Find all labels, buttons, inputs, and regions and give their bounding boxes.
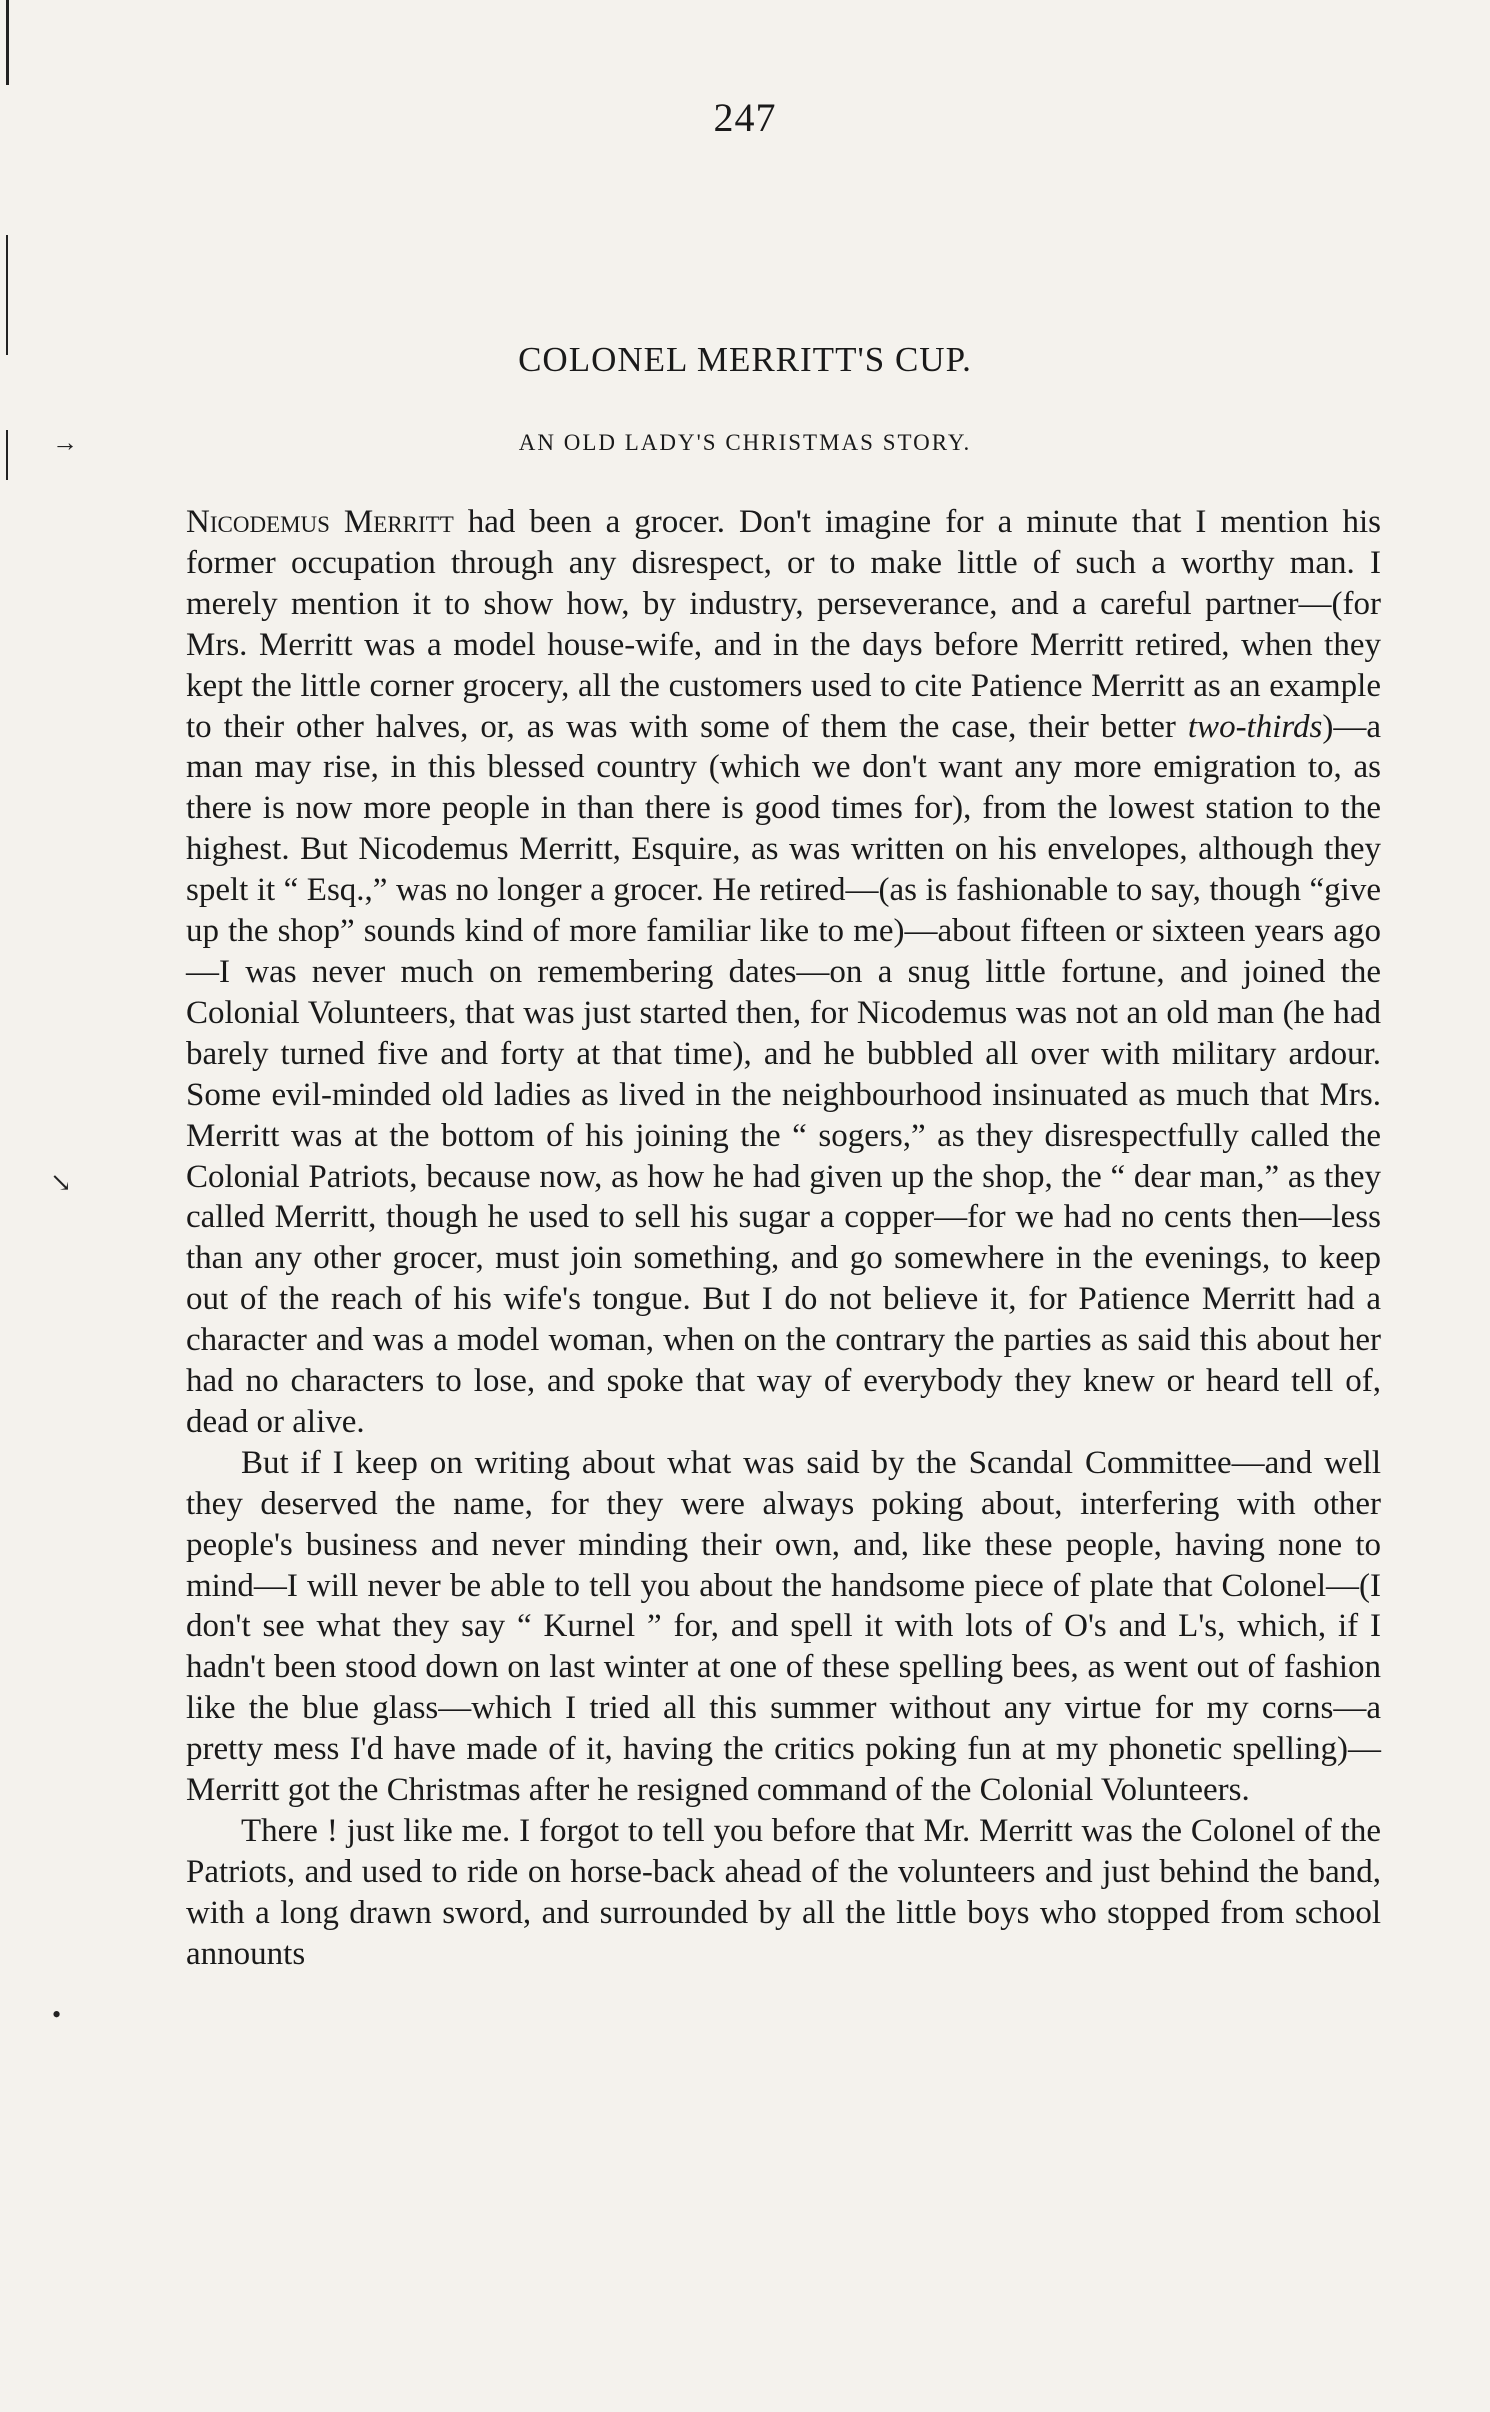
page-number: 247 [713, 95, 777, 140]
paragraph-1-text-a: had been a grocer. Don't imagine for a minute that I mention his former occupation through any disrespect, or to make little of such a worthy man. I merely mention it to show how, by industry, perseverance, and a careful partner—(for Mrs. Merritt was a model house-wife, and in the days before Merritt retired, when they kept the little corner grocery, all the customers used to cite Patience Merritt as an example to their other halves, or, as was with some of them the case, their better [186, 504, 1381, 745]
story-title: COLONEL MERRITT'S CUP. [518, 340, 972, 379]
page-edge-mark [6, 235, 8, 355]
story-body [186, 502, 1381, 1975]
margin-tick-mark: • [52, 2000, 62, 2029]
paragraph-1 [186, 502, 1381, 1443]
opening-name: Nicodemus Merritt [186, 504, 454, 540]
story-subtitle: AN OLD LADY'S CHRISTMAS STORY. [518, 430, 972, 455]
paragraph-3: There ! just like me. I forgot to tell you before that Mr. Merritt was the Colonel of the Patriots, and used to ride on horse-back ahead of the volunteers and just behind the band, with a long drawn sword, and surrounded by all the little boys who stopped from school announts [186, 1813, 1381, 1972]
italic-phrase: two-thirds [1187, 708, 1323, 745]
margin-tick-mark: → [52, 428, 78, 457]
paragraph-2: But if I keep on writing about what was said by the Scandal Committee—and well they deserved the name, for they were always poking about, interfering with other people's business and never minding their own, and, like these people, having none to mind—I will never be able to tell you about the handsome piece of plate that Colonel—(I don't see what they say “ Kurnel ” for, and spell it with lots of O's and L's, which, if I hadn't been stood down on last winter at one of these spelling bees, as went out of fashion like the blue glass—which I tried all this summer without any virtue for my corns—a pretty mess I'd have made of it, having the critics poking fun at my phonetic spelling)—Merritt got the Christmas after he resigned command of the Colonial Volunteers. [186, 1444, 1381, 1809]
paragraph-1-text-b: )—a man may rise, in this blessed country (which we don't want any more emigration to, as there is now more people in than there is good times for), from the lowest station to the highest. But Nicodemus Merritt, Esquire, as was written on his envelopes, although they spelt it “ Esq.,” was no longer a grocer. He retired—(as is fashionable to say, though “give up the shop” sounds kind of more familiar like to me)—about fifteen or sixteen years ago—I was never much on remembering dates—on a snug little fortune, and joined the Colonial Volunteers, that was just started then, for Nicodemus was not an old man (he had barely turned five and forty at that time), and he bubbled all over with military ardour. Some evil-minded old ladies as lived in the neighbourhood insinuated as much that Mrs. Merritt was at the bottom of his joining the “ sogers,” as they disrespectfully called the Colonial Patriots, because now, as how he had given up the shop, the “ dear man,” as they called Merritt, though he used to sell his sugar a copper—for we had no cents then—less than any other grocer, must join something, and go somewhere in the evenings, to keep out of the reach of his wife's tongue. But I do not believe it, for Patience Merritt had a character and was a model woman, when on the contrary the parties as said this about her had no characters to lose, and spoke that way of everybody they knew or heard tell of, dead or alive. [186, 708, 1381, 1440]
page-edge-mark [6, 0, 9, 85]
margin-tick-mark: ↘ [50, 1168, 72, 1197]
